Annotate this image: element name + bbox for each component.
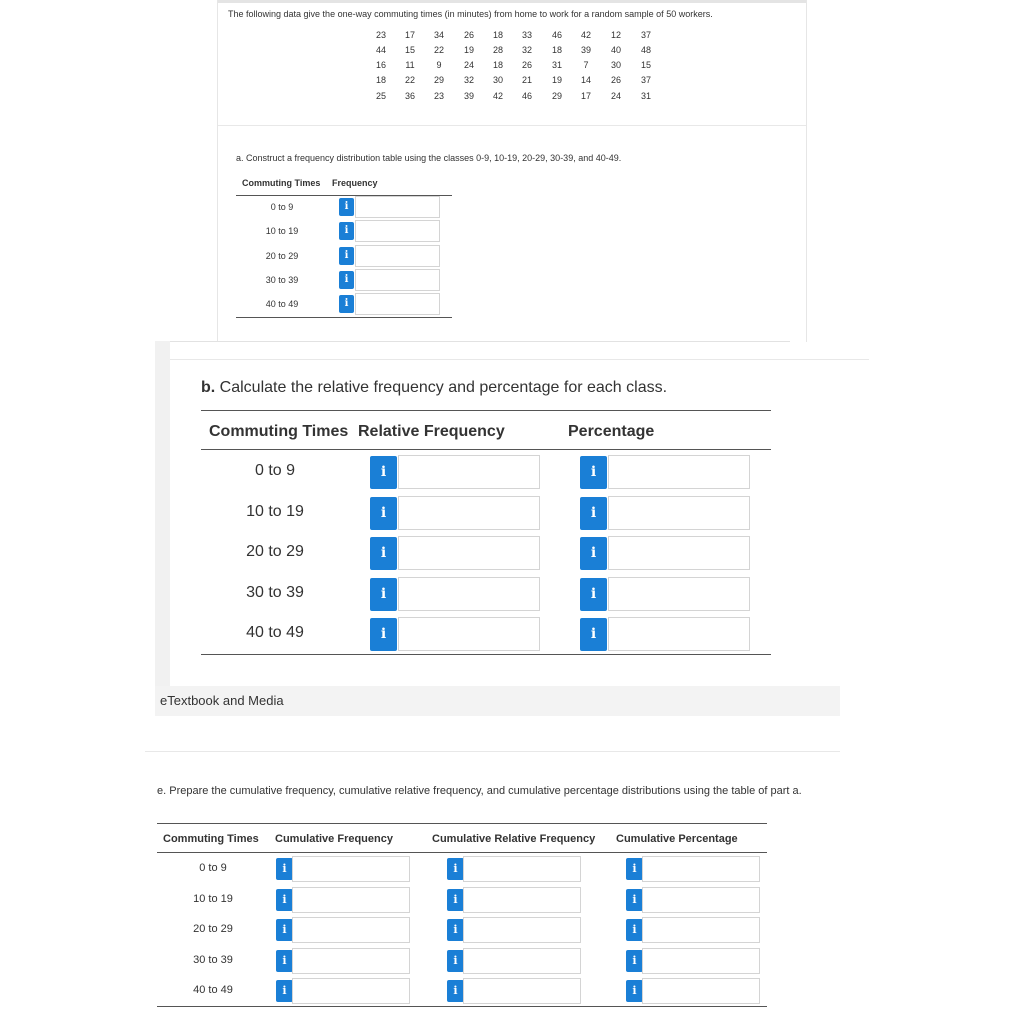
frequency-input[interactable] [355, 293, 440, 315]
data-value: 29 [551, 91, 562, 101]
cumulative-relative-frequency-input[interactable] [463, 978, 581, 1004]
data-value: 42 [492, 91, 503, 101]
info-icon[interactable]: i [276, 980, 293, 1002]
data-value: 22 [404, 75, 415, 85]
data-value: 18 [492, 60, 503, 70]
relative-frequency-input[interactable] [398, 577, 540, 611]
divider [218, 125, 806, 126]
info-icon[interactable]: i [580, 497, 607, 530]
part-e-header-commuting: Commuting Times [163, 833, 259, 845]
data-value: 25 [375, 91, 386, 101]
info-icon[interactable]: i [370, 456, 397, 489]
info-icon[interactable]: i [370, 578, 397, 611]
cumulative-frequency-input[interactable] [292, 887, 410, 913]
data-value: 9 [436, 60, 442, 70]
info-icon[interactable]: i [580, 618, 607, 651]
part-a-header-commuting: Commuting Times [242, 178, 321, 188]
data-value: 15 [404, 45, 415, 55]
data-value: 37 [640, 30, 651, 40]
part-b-header-commuting: Commuting Times [209, 423, 349, 440]
data-value: 32 [521, 45, 532, 55]
panel-top-rule [145, 751, 840, 752]
info-icon[interactable]: i [626, 889, 643, 911]
info-icon[interactable]: i [626, 980, 643, 1002]
data-value: 15 [640, 60, 651, 70]
data-value: 19 [551, 75, 562, 85]
part-b-header-percentage: Percentage [568, 423, 655, 440]
percentage-input[interactable] [608, 455, 750, 489]
relative-frequency-input[interactable] [398, 536, 540, 570]
info-icon[interactable]: i [370, 497, 397, 530]
info-icon[interactable]: i [276, 858, 293, 880]
data-value: 40 [610, 45, 621, 55]
class-label: 0 to 9 [254, 462, 296, 479]
class-label: 0 to 9 [199, 862, 227, 874]
info-icon[interactable]: i [580, 456, 607, 489]
etextbook-bar[interactable] [155, 686, 840, 716]
info-icon[interactable]: i [370, 537, 397, 570]
percentage-input[interactable] [608, 536, 750, 570]
class-label: 20 to 29 [246, 543, 304, 560]
data-value: 48 [640, 45, 651, 55]
cumulative-percentage-input[interactable] [642, 948, 760, 974]
frequency-input[interactable] [355, 269, 440, 291]
class-label: 10 to 19 [193, 893, 233, 905]
part-a-header-frequency: Frequency [332, 178, 378, 188]
etextbook-link[interactable]: eTextbook and Media [160, 693, 284, 708]
part-b-question [201, 379, 667, 397]
data-value: 14 [580, 75, 591, 85]
part-b-bottom-rule [201, 654, 771, 655]
data-value: 19 [463, 45, 474, 55]
part-a-panel [217, 0, 807, 342]
part-e-header-cum-pct: Cumulative Percentage [616, 833, 738, 845]
data-value: 26 [521, 60, 532, 70]
cumulative-relative-frequency-input[interactable] [463, 887, 581, 913]
data-value: 18 [375, 75, 386, 85]
cumulative-frequency-input[interactable] [292, 948, 410, 974]
data-value: 31 [551, 60, 562, 70]
data-value: 39 [580, 45, 591, 55]
data-value: 11 [405, 60, 415, 70]
class-label: 40 to 49 [246, 624, 304, 641]
info-icon[interactable]: i [276, 919, 293, 941]
part-b-header-rule [201, 449, 771, 450]
info-icon[interactable]: i [276, 889, 293, 911]
info-icon[interactable]: i [626, 919, 643, 941]
data-value: 26 [610, 75, 621, 85]
percentage-input[interactable] [608, 617, 750, 651]
data-value: 24 [463, 60, 474, 70]
cumulative-percentage-input[interactable] [642, 887, 760, 913]
frequency-input[interactable] [355, 245, 440, 267]
data-value: 18 [551, 45, 562, 55]
data-value: 31 [640, 91, 651, 101]
cumulative-relative-frequency-input[interactable] [463, 856, 581, 882]
percentage-input[interactable] [608, 496, 750, 530]
data-value: 46 [521, 91, 532, 101]
relative-frequency-input[interactable] [398, 496, 540, 530]
cumulative-percentage-input[interactable] [642, 856, 760, 882]
cumulative-relative-frequency-input[interactable] [463, 917, 581, 943]
relative-frequency-input[interactable] [398, 617, 540, 651]
data-value: 23 [375, 30, 386, 40]
part-e-bottom-rule [157, 1006, 767, 1007]
part-b-panel [155, 341, 869, 686]
frequency-input[interactable] [355, 220, 440, 242]
relative-frequency-input[interactable] [398, 455, 540, 489]
info-icon[interactable]: i [447, 950, 464, 972]
info-icon[interactable]: i [580, 578, 607, 611]
data-value: 34 [433, 30, 444, 40]
info-icon[interactable]: i [370, 618, 397, 651]
class-label: 10 to 19 [265, 226, 299, 236]
data-value: 42 [580, 30, 591, 40]
frequency-input[interactable] [355, 196, 440, 218]
info-icon[interactable]: i [447, 980, 464, 1002]
data-value: 30 [610, 60, 621, 70]
panel-top-border [218, 0, 806, 3]
data-value: 16 [375, 60, 386, 70]
part-a-question: a. Construct a frequency distribution table using the classes 0-9, 10-19, 20-29, 30-39, and 40-49. [236, 153, 622, 163]
class-label: 20 to 29 [193, 923, 233, 935]
panel-top-line [170, 341, 790, 342]
part-b-header-relative: Relative Frequency [358, 423, 505, 440]
info-icon[interactable]: i [447, 919, 464, 941]
part-b-letter: b. [201, 379, 216, 396]
info-icon[interactable]: i [339, 295, 354, 313]
data-intro-text: The following data give the one-way commuting times (in minutes) from home to work for a random sample of 50 workers. [228, 9, 713, 19]
data-value: 44 [375, 45, 386, 55]
data-value: 36 [404, 91, 415, 101]
info-icon[interactable]: i [626, 858, 643, 880]
data-value: 32 [463, 75, 474, 85]
info-icon[interactable]: i [339, 271, 354, 289]
class-label: 30 to 39 [246, 584, 304, 601]
class-label: 40 to 49 [193, 984, 233, 996]
part-b-question-text: Calculate the relative frequency and percentage for each class. [215, 379, 668, 396]
data-value: 24 [610, 91, 621, 101]
cumulative-frequency-input[interactable] [292, 917, 410, 943]
part-e-panel [145, 751, 840, 1024]
info-icon[interactable]: i [276, 950, 293, 972]
class-label: 40 to 49 [265, 299, 299, 309]
data-value: 23 [433, 91, 444, 101]
cumulative-percentage-input[interactable] [642, 978, 760, 1004]
data-value: 29 [433, 75, 444, 85]
class-label: 30 to 39 [193, 954, 233, 966]
class-label: 20 to 29 [265, 251, 299, 261]
data-value: 46 [551, 30, 562, 40]
info-icon[interactable]: i [626, 950, 643, 972]
data-value: 37 [640, 75, 651, 85]
data-value: 17 [404, 30, 415, 40]
info-icon[interactable]: i [447, 858, 464, 880]
part-e-header-cum-freq: Cumulative Frequency [275, 833, 393, 845]
data-value: 30 [492, 75, 503, 85]
info-icon[interactable]: i [339, 222, 354, 240]
data-value: 33 [521, 30, 532, 40]
data-value: 22 [433, 45, 444, 55]
cumulative-frequency-input[interactable] [292, 978, 410, 1004]
info-icon[interactable]: i [339, 247, 354, 265]
part-e-question: e. Prepare the cumulative frequency, cumulative relative frequency, and cumulative percentage distributions using the table of part a. [157, 785, 802, 797]
data-value: 39 [463, 91, 474, 101]
part-e-header-cum-rel: Cumulative Relative Frequency [432, 833, 596, 845]
data-value: 26 [463, 30, 474, 40]
class-label: 10 to 19 [246, 503, 304, 520]
class-label: 0 to 9 [270, 202, 294, 212]
cumulative-frequency-input[interactable] [292, 856, 410, 882]
part-e-header-rule [157, 852, 767, 853]
cumulative-relative-frequency-input[interactable] [463, 948, 581, 974]
info-icon[interactable]: i [580, 537, 607, 570]
data-value: 18 [492, 30, 503, 40]
data-value: 17 [580, 91, 591, 101]
panel-top-rule [170, 359, 869, 360]
info-icon[interactable]: i [447, 889, 464, 911]
data-value: 28 [492, 45, 503, 55]
cumulative-percentage-input[interactable] [642, 917, 760, 943]
percentage-input[interactable] [608, 577, 750, 611]
part-b-top-rule [201, 410, 771, 411]
data-value: 21 [521, 75, 532, 85]
panel-left-strip [155, 341, 170, 686]
part-e-top-rule [157, 823, 767, 824]
part-a-bottom-rule [236, 317, 452, 318]
data-value: 7 [583, 60, 589, 70]
class-label: 30 to 39 [265, 275, 299, 285]
data-value: 12 [610, 30, 621, 40]
info-icon[interactable]: i [339, 198, 354, 216]
